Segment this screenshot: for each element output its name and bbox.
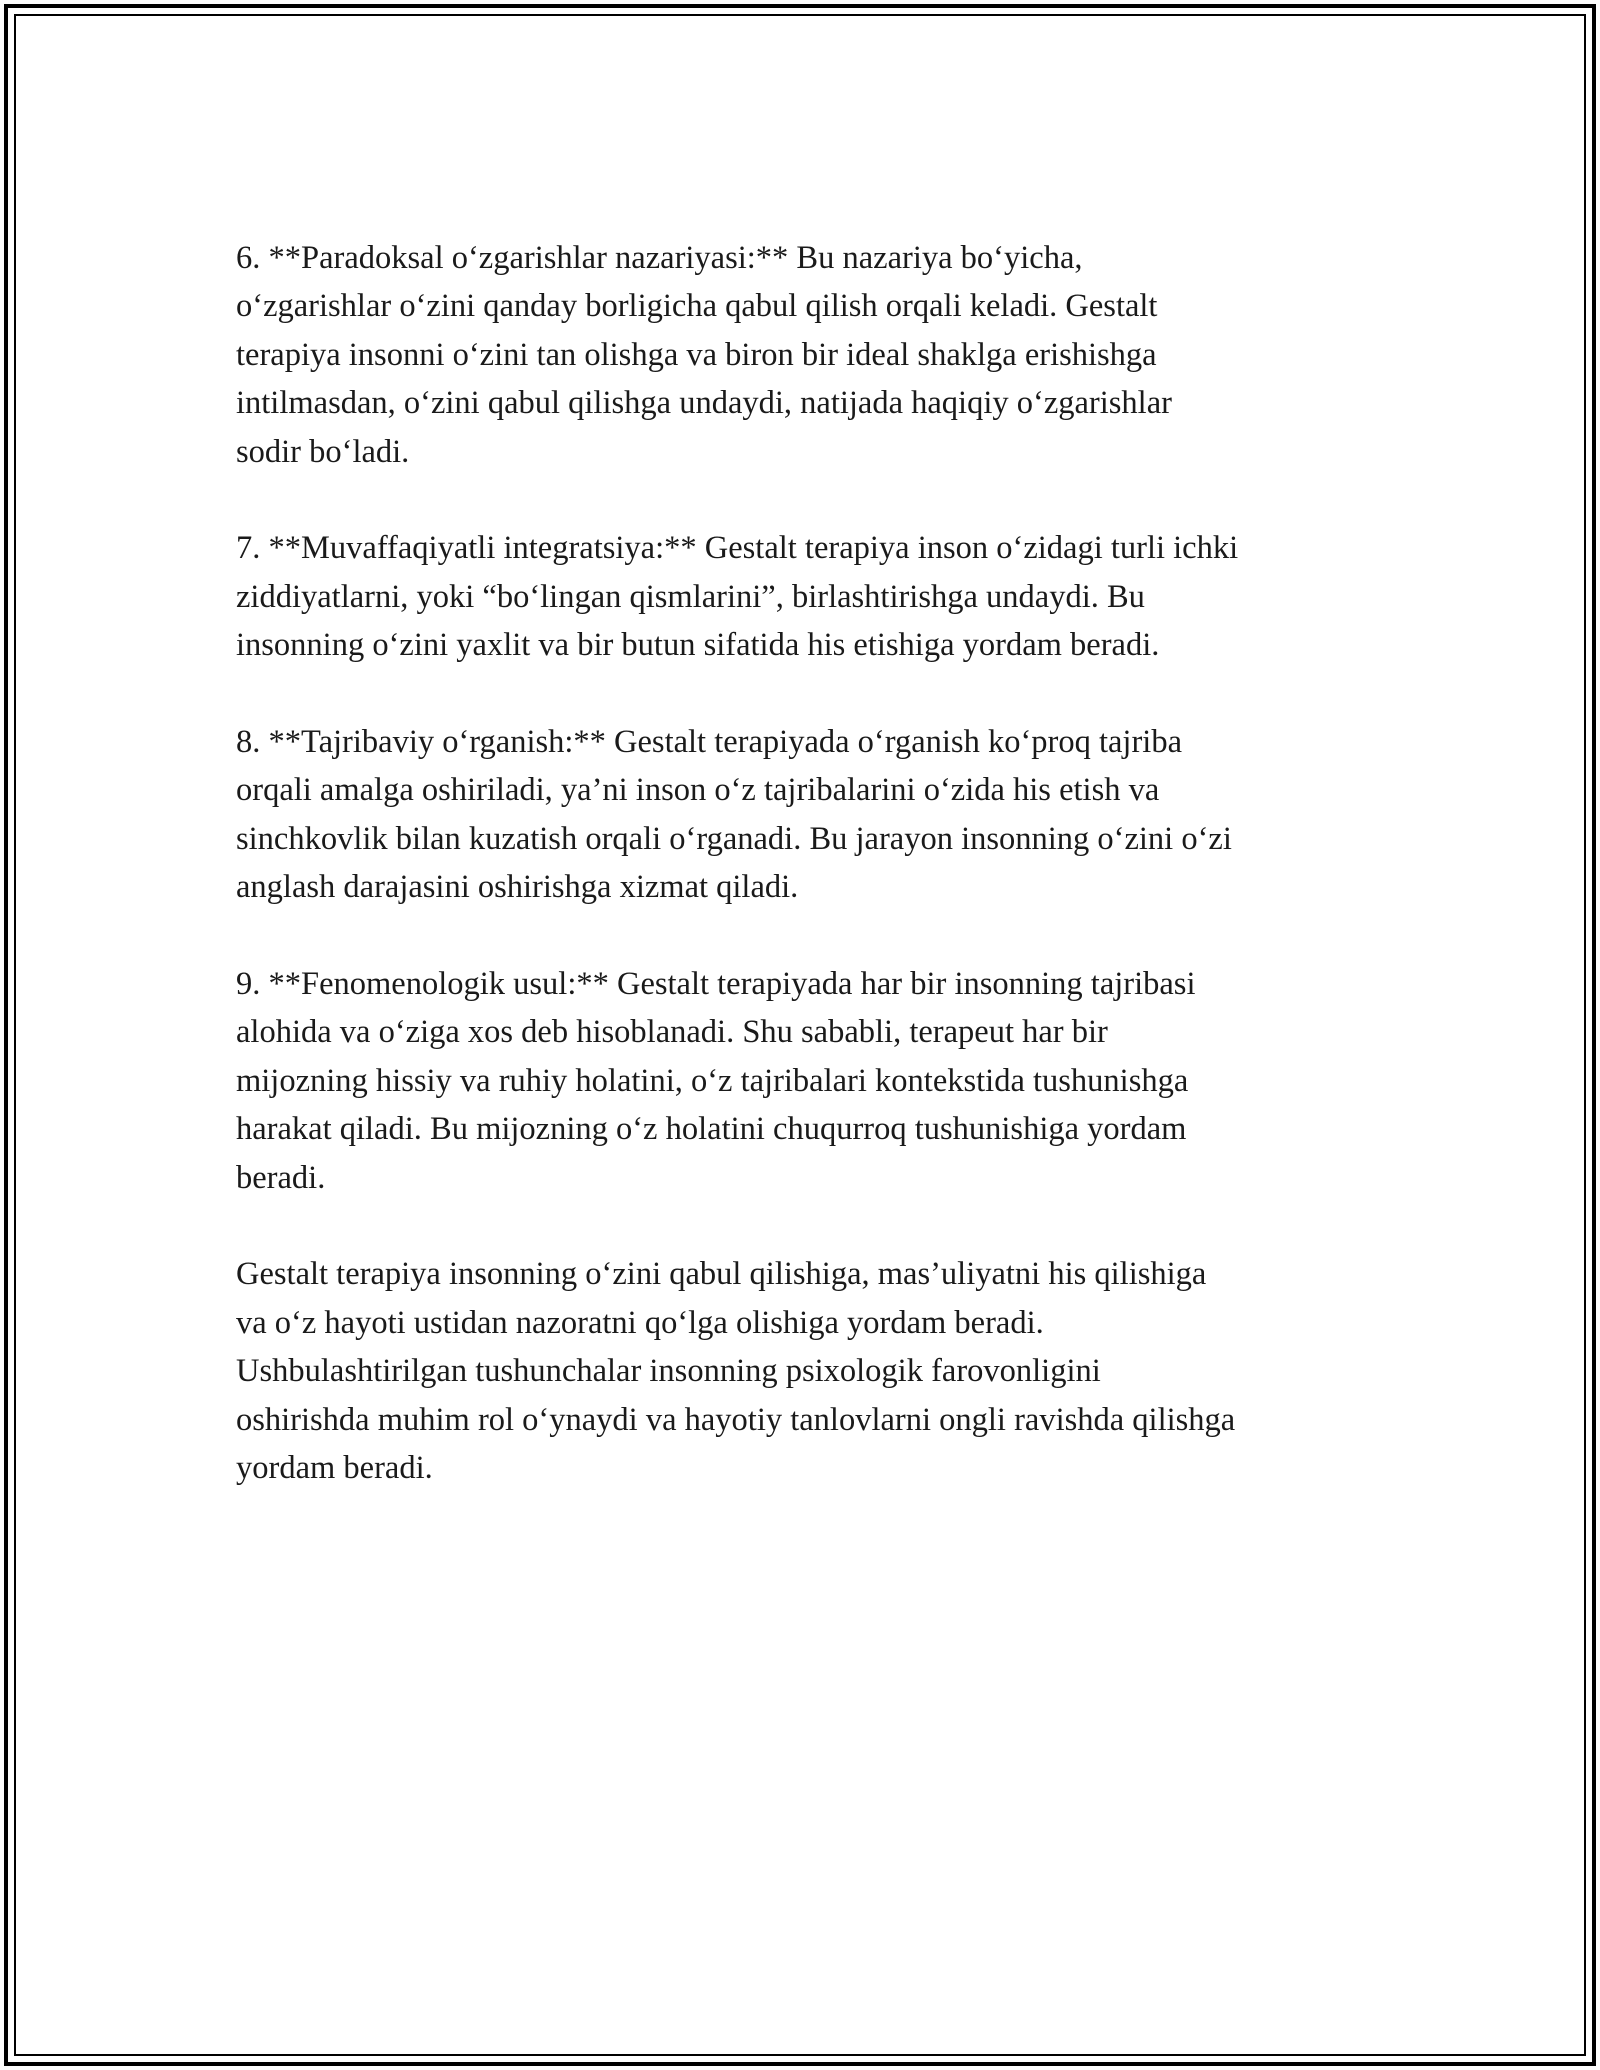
- text-line: Gestalt terapiya insonning o‘zini qabul qilishiga, mas’uliyatni his qilishiga: [236, 1256, 1207, 1293]
- document-body: [236, 234, 1386, 1541]
- text-line: alohida va o‘ziga xos deb hisoblanadi. Shu sababli, terapeut har bir: [236, 1014, 1108, 1051]
- text-line: ziddiyatlarni, yoki “bo‘lingan qismlarini”, birlashtirishga undaydi. Bu: [236, 578, 1145, 615]
- paragraph-item-8: [236, 718, 1386, 912]
- text-line: yordam beradi.: [236, 1450, 433, 1487]
- text-line: harakat qiladi. Bu mijozning o‘z holatini chuqurroq tushunishiga yordam: [236, 1111, 1187, 1148]
- text-line: Ushbulashtirilgan tushunchalar insonning psixologik farovonligini: [236, 1353, 1101, 1390]
- text-line: insonning o‘zini yaxlit va bir butun sifatida his etishiga yordam beradi.: [236, 627, 1160, 664]
- text-line: terapiya insonni o‘zini tan olishga va biron bir ideal shaklga erishishga: [236, 336, 1157, 373]
- text-line: anglash darajasini oshirishga xizmat qiladi.: [236, 869, 799, 906]
- text-line: va o‘z hayoti ustidan nazoratni qo‘lga olishiga yordam beradi.: [236, 1304, 1044, 1341]
- paragraph-item-9: [236, 960, 1386, 1202]
- text-line: 7. **Muvaffaqiyatli integratsiya:** Gestalt terapiya inson o‘zidagi turli ichki: [236, 530, 1239, 567]
- text-line: sodir bo‘ladi.: [236, 433, 410, 470]
- text-line: sinchkovlik bilan kuzatish orqali o‘rganadi. Bu jarayon insonning o‘zini o‘zi: [236, 820, 1232, 857]
- text-line: 8. **Tajribaviy o‘rganish:** Gestalt terapiyada o‘rganish ko‘proq tajriba: [236, 724, 1182, 761]
- text-line: 6. **Paradoksal o‘zgarishlar nazariyasi:** Bu nazariya bo‘yicha,: [236, 240, 1083, 276]
- text-line: intilmasdan, o‘zini qabul qilishga undaydi, natijada haqiqiy o‘zgarishlar: [236, 385, 1172, 422]
- text-line: o‘zgarishlar o‘zini qanday borligicha qabul qilish orqali keladi. Gestalt: [236, 288, 1158, 325]
- text-line: 9. **Fenomenologik usul:** Gestalt terapiyada har bir insonning tajribasi: [236, 966, 1196, 1003]
- text-line: mijozning hissiy va ruhiy holatini, o‘z tajribalari kontekstida tushunishga: [236, 1062, 1189, 1099]
- text-line: orqali amalga oshiriladi, ya’ni inson o‘z tajribalarini o‘zida his etish va: [236, 772, 1160, 809]
- text-line: oshirishda muhim rol o‘ynaydi va hayotiy tanlovlarni ongli ravishda qilishga: [236, 1401, 1236, 1438]
- paragraph-item-6: [236, 234, 1386, 476]
- text-line: beradi.: [236, 1159, 326, 1196]
- paragraph-item-7: [236, 524, 1386, 669]
- paragraph-conclusion: [236, 1250, 1386, 1492]
